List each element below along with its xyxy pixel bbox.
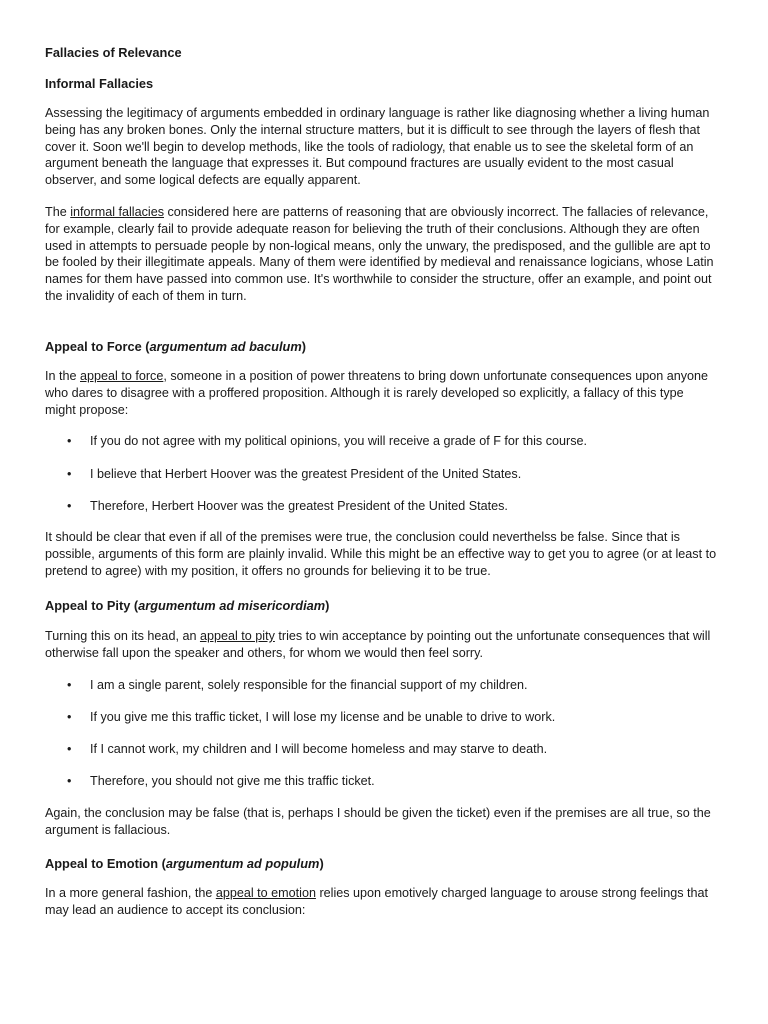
bullet-icon: • [67,774,72,788]
appeal-to-emotion-paragraph: In a more general fashion, the appeal to emotion relies upon emotively charged language to arouse strong feelings that may lead an audience to accept its conclusion: [45,886,709,917]
informal-fallacies-paragraph: The informal fallacies considered here are patterns of reasoning that are obviously incorrect. The fallacies of relevance, for example, clearly fail to provide adequate reason for believing the truth of their conclusions. Although they are often used in attempts to persuade people by non-logical means, only the unwary, the predisposed, and the gullible are apt to be fooled by their illegitimate appeals. Many of them were identified by medieval and renaissance logicians, whose Latin names for them have passed into common use. It's worthwhile to consider the structure, offer an example, and point out the invalidity of each of them in turn. [45,205,714,303]
intro-paragraph: Assessing the legitimacy of arguments embedded in ordinary language is rather like diagnosing whether a living human being has any broken bones. Only the internal structure matters, but it is difficult to see through the layers of flesh that cover it. Soon we'll begin to develop methods, like the tools of radiology, that enable us to see the skeletal form of an argument beneath the language that expresses it. But compound fractures are usually evident to the most casual observer, and some logical defects are equally apparent. [45,106,710,188]
bullet-icon: • [67,678,72,692]
bullet-icon: • [67,467,72,481]
document-page: Fallacies of Relevance Informal Fallacies Assessing the legitimacy of arguments embedded in ordinary language is rather like diagnosing whether a living human being has any broken bones. Only the internal structure matters, but it is difficult to see through the layers of flesh that cover it. Soon we'll begin to develop methods, like the tools of radiology, that enable us to see the skeletal form of an argument beneath the language that expresses it. But compound fractures are usually evident to the most casual observer, and some logical defects are equally apparent. The informal fallacies considered here are patterns of reasoning that are obviously incorrect. The fallacies of relevance, for example, clearly fail to provide adequate reason for believing the truth of their conclusions. Although they are often used in attempts to persuade people by non-logical means, only the unwary, the predisposed, and the gullible are apt to be fooled by their illegitimate appeals. Many of them were identified by medieval and renaissance logicians, whose Latin names for them have passed into common use. It's worthwhile to consider the structure, offer an example, and point out the invalidity of each of them in turn. Appeal to Force (argumentum ad baculum) In the appeal to force, someone in a position of power threatens to bring down unfortunate consequences upon anyone who dares to disagree with a proffered proposition. Although it is rarely developed so explicitly, a fallacy of this type might propose: • If you do not agree with my political opinions, you will receive a grade of F for this course. • I believe that Herbert Hoover was the greatest President of the United States. • Therefore, Herbert Hoover was the greatest President of the United States. It should be clear that even if all of the premises were true, the conclusion could neverthelss be false. Since that is possible, arguments of this form are plainly invalid. While this might be an effective way to get you to agree (or at least to pretend to agree) with my position, it offers no grounds for believing it to be true. Appeal to Pity (argumentum ad misericordiam) Turning this on its head, an appeal to pity tries to win acceptance by pointing out the unfortunate consequences that will otherwise fall upon the speaker and others, for whom we would then feel sorry. • I am a single parent, solely responsible for the financial support of my children. • If you give me this traffic ticket, I will lose my license and be unable to drive to work. • If I cannot work, my children and I will become homeless and may starve to death. • Therefore, you should not give me this traffic ticket. Again, the conclusion may be false (that is, perhaps I should be given the ticket) even if the premises are all true, so the argument is fallacious. Appeal to Emotion (argumentum ad populum) In a more general fashion, the appeal to emotion relies upon emotively charged language to arouse strong feelings that may lead an audience to accept its conclusion: [45,45,717,917]
informal-fallacies-link[interactable]: informal fallacies [70,205,164,219]
appeal-to-force-paragraph: In the appeal to force, someone in a position of power threatens to bring down unfortunate consequences upon anyone who dares to disagree with a proffered proposition. Although it is rarely developed so explicitly, a fallacy of this type might propose: [45,369,709,417]
appeal-to-pity-paragraph: Turning this on its head, an appeal to pity tries to win acceptance by pointing out the unfortunate consequences that will otherwise fall upon the speaker and others, for whom we would then feel sorry. [45,629,711,660]
appeal-to-force-conclusion-paragraph: It should be clear that even if all of the premises were true, the conclusion could neverthelss be false. Since that is possible, arguments of this form are plainly invalid. While this might be an effective way to get you to agree (or at least to pretend to agree) with my position, it offers no grounds for believing it to be true. [45,530,717,578]
bullet-icon: • [67,499,72,513]
appeal-to-force-link[interactable]: appeal to force [80,369,164,383]
bullet-icon: • [67,710,72,724]
appeal-to-pity-link[interactable]: appeal to pity [199,629,275,643]
appeal-to-emotion-link[interactable]: appeal to emotion [215,886,316,900]
section-heading-informal-fallacies: Informal Fallacies [45,76,154,91]
appeal-to-pity-conclusion-paragraph: Again, the conclusion may be false (that is, perhaps I should be given the ticket) even if the premises are all true, so the argument is fallacious. [45,806,711,837]
section-heading-appeal-to-force: Appeal to Force (argumentum ad baculum) [45,339,306,354]
page-title: Fallacies of Relevance [45,45,182,60]
section-heading-appeal-to-pity: Appeal to Pity (argumentum ad misericordiam) [45,598,330,613]
section-heading-appeal-to-emotion: Appeal to Emotion (argumentum ad populum) [45,856,324,871]
bullet-icon: • [67,434,72,448]
bullet-icon: • [67,742,72,756]
